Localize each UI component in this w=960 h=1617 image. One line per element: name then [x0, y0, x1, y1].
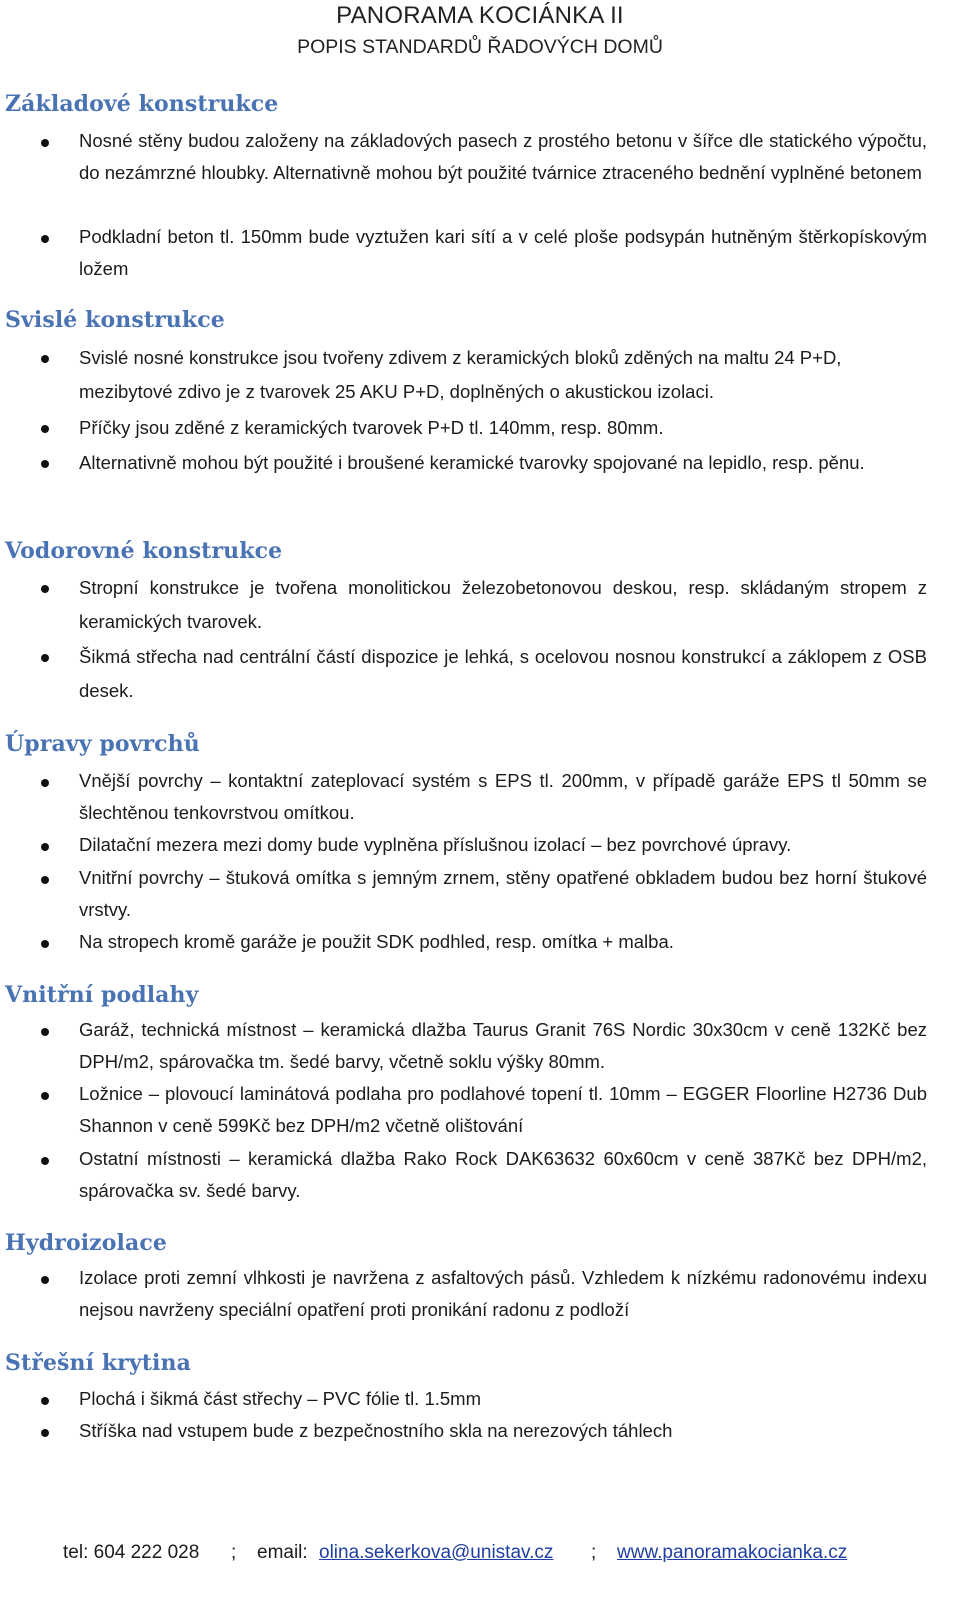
- list-item-text: Šikmá střecha nad centrální částí dispozice je lehká, s ocelovou nosnou konstrukcí a záklopem z OSB desek.: [79, 646, 927, 701]
- section-title-upravy-povrchu: Úpravy povrchů: [5, 731, 200, 757]
- section-title-vodorovne-konstrukce: Vodorovné konstrukce: [5, 538, 283, 564]
- footer-separator: ;: [231, 1542, 237, 1563]
- list-item-text: Ložnice – plovoucí laminátová podlaha pro podlahové topení tl. 10mm – EGGER Floorline H2736 Dub Shannon v ceně 599Kč bez DPH/m2 včetně olištování: [79, 1083, 927, 1136]
- document-footer: [0, 1538, 960, 1572]
- bullet-icon: [41, 876, 49, 884]
- bullet-icon: [41, 779, 49, 787]
- bullet-icon: [41, 1157, 49, 1165]
- footer-phone: tel: 604 222 028: [63, 1542, 200, 1563]
- bullet-icon: [41, 425, 49, 433]
- bullet-icon: [41, 1092, 49, 1100]
- bullet-icon: [41, 585, 49, 593]
- bullet-icon: [41, 843, 49, 851]
- bullet-icon: [41, 235, 49, 243]
- list-item-text: Izolace proti zemní vlhkosti je navržena z asfaltových pásů. Vzhledem k nízkému radonovému indexu nejsou navrženy speciální opatření proti pronikání radonu z podloží: [79, 1267, 927, 1320]
- section-title-zakladove-konstrukce: Základové konstrukce: [5, 91, 279, 117]
- list-item-text: Příčky jsou zděné z keramických tvarovek P+D tl. 140mm, resp. 80mm.: [79, 417, 664, 438]
- bullet-icon: [41, 1028, 49, 1036]
- document-subtitle: POPIS STANDARDŮ ŘADOVÝCH DOMŮ: [297, 36, 663, 58]
- list-item-text: Garáž, technická místnost – keramická dlažba Taurus Granit 76S Nordic 30x30cm v ceně 132Kč bez DPH/m2, spárovačka tm. šedé barvy, včetně soklu výšky 80mm.: [79, 1019, 927, 1072]
- list-item-text: Alternativně mohou být použité i broušené keramické tvarovky spojované na lepidlo, resp. pěnu.: [79, 452, 865, 473]
- bullet-icon: [41, 355, 49, 363]
- bullet-icon: [41, 139, 49, 147]
- list-item-text: Vnitřní povrchy – štuková omítka s jemným zrnem, stěny opatřené obkladem budou bez horní štukové vrstvy.: [79, 867, 927, 920]
- bullet-icon: [41, 1397, 49, 1405]
- list-item-text: Vnější povrchy – kontaktní zateplovací systém s EPS tl. 200mm, v případě garáže EPS tl 50mm se šlechtěnou tenkovrstvou omítkou.: [79, 770, 927, 823]
- bullet-icon: [41, 940, 49, 948]
- section-title-svisle-konstrukce: Svislé konstrukce: [5, 307, 225, 333]
- section-title-hydroizolace: Hydroizolace: [5, 1230, 167, 1256]
- list-item-text: Ostatní místnosti – keramická dlažba Rako Rock DAK63632 60x60cm v ceně 387Kč bez DPH/m2, spárovačka sv. šedé barvy.: [79, 1148, 927, 1201]
- list-item-text: Svislé nosné konstrukce jsou tvořeny zdivem z keramických bloků zděných na maltu 24 P+D, mezibytové zdivo je z tvarovek 25 AKU P+D, doplněných o akustickou izolaci.: [79, 347, 842, 402]
- document-title: PANORAMA KOCIÁNKA II: [336, 2, 624, 29]
- footer-email-label: email:: [257, 1542, 308, 1563]
- list-item-text: Stropní konstrukce je tvořena monolitickou železobetonovou deskou, resp. skládaným stropem z keramických tvarovek.: [79, 577, 927, 632]
- footer-website-link[interactable]: www.panoramakocianka.cz: [617, 1542, 848, 1563]
- footer-separator: ;: [591, 1542, 597, 1563]
- list-item-text: Plochá i šikmá část střechy – PVC fólie tl. 1.5mm: [79, 1388, 481, 1409]
- section-title-vnitrni-podlahy: Vnitřní podlahy: [5, 982, 199, 1008]
- list-item-text: Na stropech kromě garáže je použit SDK podhled, resp. omítka + malba.: [79, 931, 674, 952]
- list-item-text: Podkladní beton tl. 150mm bude vyztužen kari sítí a v celé ploše podsypán hutněným štěrkopískovým ložem: [79, 226, 927, 279]
- bullet-icon: [41, 1429, 49, 1437]
- footer-email-link[interactable]: olina.sekerkova@unistav.cz: [319, 1542, 554, 1563]
- list-item-text: Nosné stěny budou založeny na základových pasech z prostého betonu v šířce dle statického výpočtu, do nezámrzné hloubky. Alternativně mohou být použité tvárnice ztraceného bednění vyplněné betonem: [79, 130, 927, 183]
- bullet-icon: [41, 1276, 49, 1284]
- section-title-stresni-krytina: Střešní krytina: [5, 1350, 191, 1376]
- bullet-icon: [41, 654, 49, 662]
- list-item-text: Stříška nad vstupem bude z bezpečnostního skla na nerezových táhlech: [79, 1420, 673, 1441]
- list-item-text: Dilatační mezera mezi domy bude vyplněna příslušnou izolací – bez povrchové úpravy.: [79, 834, 792, 855]
- bullet-icon: [41, 460, 49, 468]
